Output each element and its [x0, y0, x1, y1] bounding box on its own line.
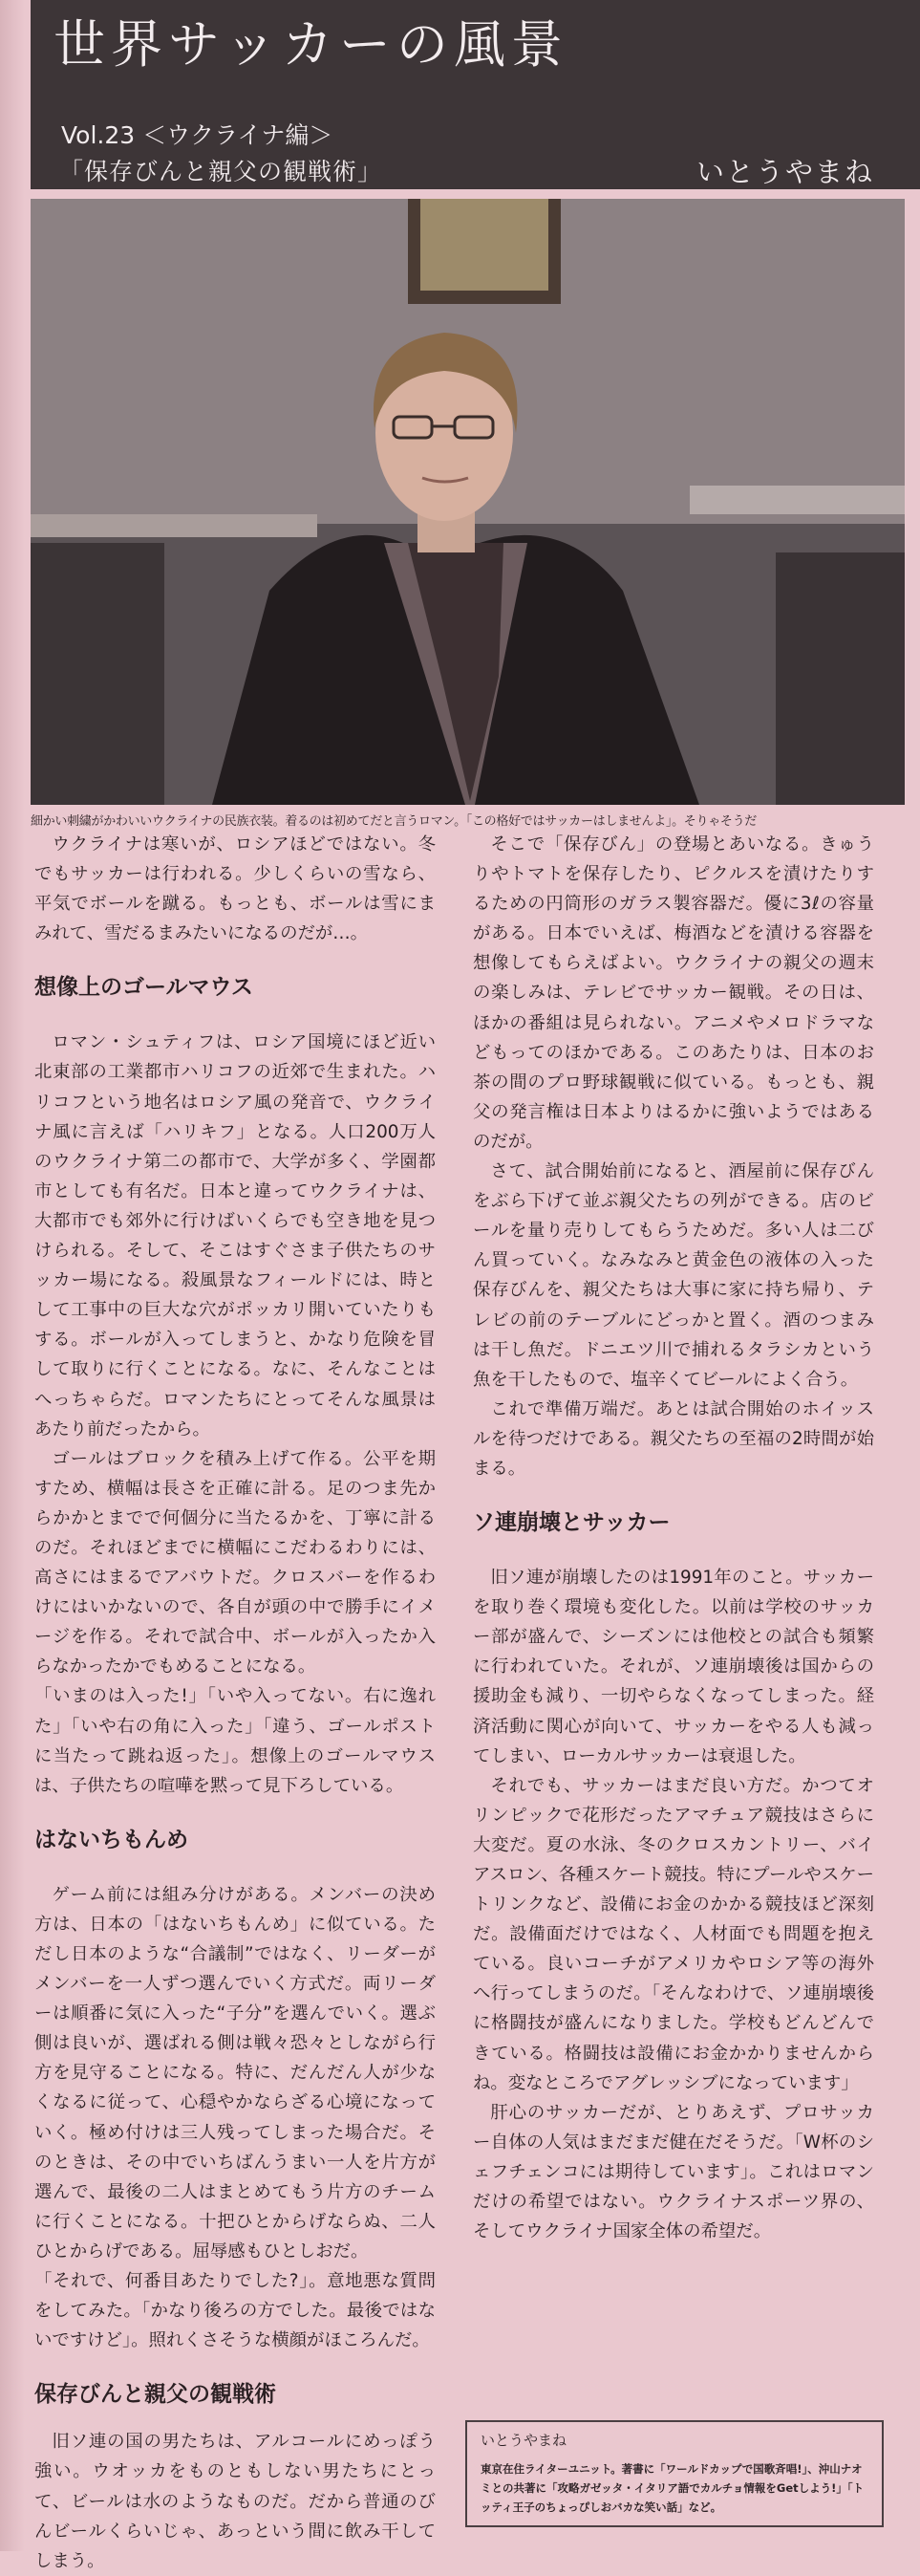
section-heading-jar: 保存びんと親父の観戦術	[34, 2382, 276, 2408]
paragraph: 旧ソ連が崩壊したのは1991年のこと。サッカーを取り巻く環境も変化した。以前は学校のサッカー部が盛んで、シーズンには他校との試合も頻繁に行われていた。それが、ソ連崩壊後は国からの援助金も減り、一切やらなくなってしまった。経済活動に関心が向いて、サッカーをやる人も減ってしまい、ローカルサッカーは衰退した。	[473, 1568, 874, 1766]
paragraph: 「いまのは入った!」「いや入ってない。右に逸れた」「いや右の角に入った」「違う、ゴールポストに当たって跳ね返った」。想像上のゴールマウスは、子供たちの喧嘩を黙って見下ろしている。	[34, 1686, 436, 1796]
page-fold-shadow	[0, 0, 25, 2551]
portrait-illustration	[31, 199, 905, 805]
paragraph: 肝心のサッカーだが、とりあえず、プロサッカー自体の人気はまだまだ健在だそうだ。「W杯のシェフチェンコには期待しています」。これはロマンだけの希望ではない。ウクライナスポーツ界の、そしてウクライナ国家全体の希望だ。	[473, 2102, 874, 2242]
paragraph: ゲーム前には組み分けがある。メンバーの決め方は、日本の「はないちもんめ」に似ている。ただし日本のような“合議制”ではなく、リーダーがメンバーを一人ずつ選んでいく方式だ。両リーダーは順番に気に入った“子分”を選んでいく。選ぶ側は良いが、選ばれる側は戦々恐々としながら行方を見守ることになる。特に、だんだん人が少なくなるに従って、心穏やかならざる心境になっていく。極め付けは三人残ってしまった場合だ。そのときは、その中でいちばんうまい一人を片方が選んで、最後の二人はまとめてもう片方のチームに行くことになる。十把ひとからげならぬ、二人ひとからげである。屈辱感もひとしおだ。	[34, 1884, 436, 2262]
volume-line: Vol.23 ＜ウクライナ編＞	[61, 121, 333, 149]
profile-name: いとうやまね	[481, 2432, 567, 2449]
article-column-right	[473, 830, 874, 2246]
article-header	[31, 0, 920, 189]
paragraph: ゴールはブロックを積み上げて作る。公平を期すため、横幅は長さを正確に計る。足のつま先からかかとまでで何個分に当たるかを、丁寧に計るのだ。それほどまでに横幅にこだわるわりには、高さにはまるでアバウトだ。クロスバーを作るわけにはいかないので、各自が頭の中で勝手にイメージを作る。それで試合中、ボールが入ったか入らなかったかでもめることになる。	[34, 1448, 436, 1678]
author-profile-box	[465, 2420, 884, 2527]
paragraph: 「それで、何番目あたりでした?」。意地悪な質問をしてみた。「かなり後ろの方でした。最後ではないですけど」。照れくさそうな横顔がほころんだ。	[34, 2271, 436, 2351]
profile-bio: 東京在住ライターユニット。著書に「ワールドカップで国歌斉唱!」、沖山ナオミとの共著に「攻略ガゼッタ・イタリア語でカルチョ情報をGetしよう!」「トッティ王子のちょっぴしおバカな笑い話」など。	[481, 2462, 865, 2514]
series-title: 世界サッカーの風景	[53, 14, 568, 75]
photo-caption: 細かい刺繍がかわいいウクライナの民族衣装。着るのは初めてだと言うロマン。「この格好ではサッカーはしませんよ」。そりゃそうだ	[31, 814, 758, 829]
article-column-left	[34, 830, 436, 2576]
paragraph: そこで「保存びん」の登場とあいなる。きゅうりやトマトを保存したり、ピクルスを漬けたりするための円筒形のガラス製容器だ。優に3ℓの容量がある。日本でいえば、梅酒などを漬ける容器を想像してもらえばよい。ウクライナの親父の週末の楽しみは、テレビでサッカー観戦。その日は、ほかの番組は見られない。アニメやメロドラマなどもってのほかである。このあたりは、日本のお茶の間のプロ野球観戦に似ている。もっとも、親父の発言権は日本よりはるかに強いようではあるのだが。	[473, 834, 874, 1152]
paragraph: これで準備万端だ。あとは試合開始のホイッスルを待つだけである。親父たちの至福の2時間が始まる。	[473, 1398, 874, 1479]
paragraph: ロマン・シュティフは、ロシア国境にほど近い北東部の工業都市ハリコフの近郊で生まれた。ハリコフという地名はロシア風の発音で、ウクライナ風に言えば「ハリキフ」となる。人口200万人のウクライナ第二の都市で、大学が多く、学園都市としても有名だ。日本と違ってウクライナは、大都市でも郊外に行けばいくらでも空き地を見つけられる。そして、そこはすぐさま子供たちのサッカー場になる。殺風景なフィールドには、時として工事中の巨大な穴がポッカリ開いていたりもする。ボールが入ってしまうと、かなり危険を冒して取りに行くことになる。なに、そんなことはへっちゃらだ。ロマンたちにとってそんな風景はあたり前だったから。	[34, 1032, 436, 1440]
article-subtitle: 「保存びんと親父の観戦術」	[59, 158, 383, 185]
author-name: いとうやまね	[695, 156, 874, 188]
section-heading-soviet-collapse: ソ連崩壊とサッカー	[473, 1510, 671, 1536]
paragraph: さて、試合開始前になると、酒屋前に保存びんをぶら下げて並ぶ親父たちの列ができる。店のビールを量り売りしてもらうためだ。多い人は二びん買っていく。なみなみと黄金色の液体の入った保存びんを、親父たちは大事に家に持ち帰り、テレビの前のテーブルにどっかと置く。酒のつまみは干し魚だ。ドニエツ川で捕れるタラシカという魚を干したもので、塩辛くてビールによく合う。	[473, 1161, 874, 1390]
intro-paragraph: ウクライナは寒いが、ロシアほどではない。冬でもサッカーは行われる。少しくらいの雪なら、平気でボールを蹴る。もっとも、ボールは雪にまみれて、雪だるまみたいになるのだが…。	[34, 834, 436, 944]
section-heading-goalmouth: 想像上のゴールマウス	[34, 975, 253, 1001]
section-heading-hanaichimonme: はないちもんめ	[34, 1827, 188, 1852]
paragraph: 旧ソ連の国の男たちは、アルコールにめっぽう強い。ウオッカをものともしない男たちにとって、ビールは水のようなものだ。だから普通のびんビールくらいじゃ、あっという間に飲み干してしまう。	[34, 2432, 436, 2571]
paragraph: それでも、サッカーはまだ良い方だ。かつてオリンピックで花形だったアマチュア競技はさらに大変だ。夏の水泳、冬のクロスカントリー、バイアスロン、各種スケート競技。特にプールやスケートリンクなど、設備にお金のかかる競技ほど深刻だ。設備面だけではなく、人材面でも問題を抱えている。良いコーチがアメリカやロシア等の海外へ行ってしまうのだ。「そんなわけで、ソ連崩壊後に格闘技が盛んになりました。学校もどんどんできている。格闘技は設備にお金かかりませんからね。変なところでアグレッシブになっています」	[473, 1775, 874, 2093]
portrait-photo	[31, 199, 905, 805]
